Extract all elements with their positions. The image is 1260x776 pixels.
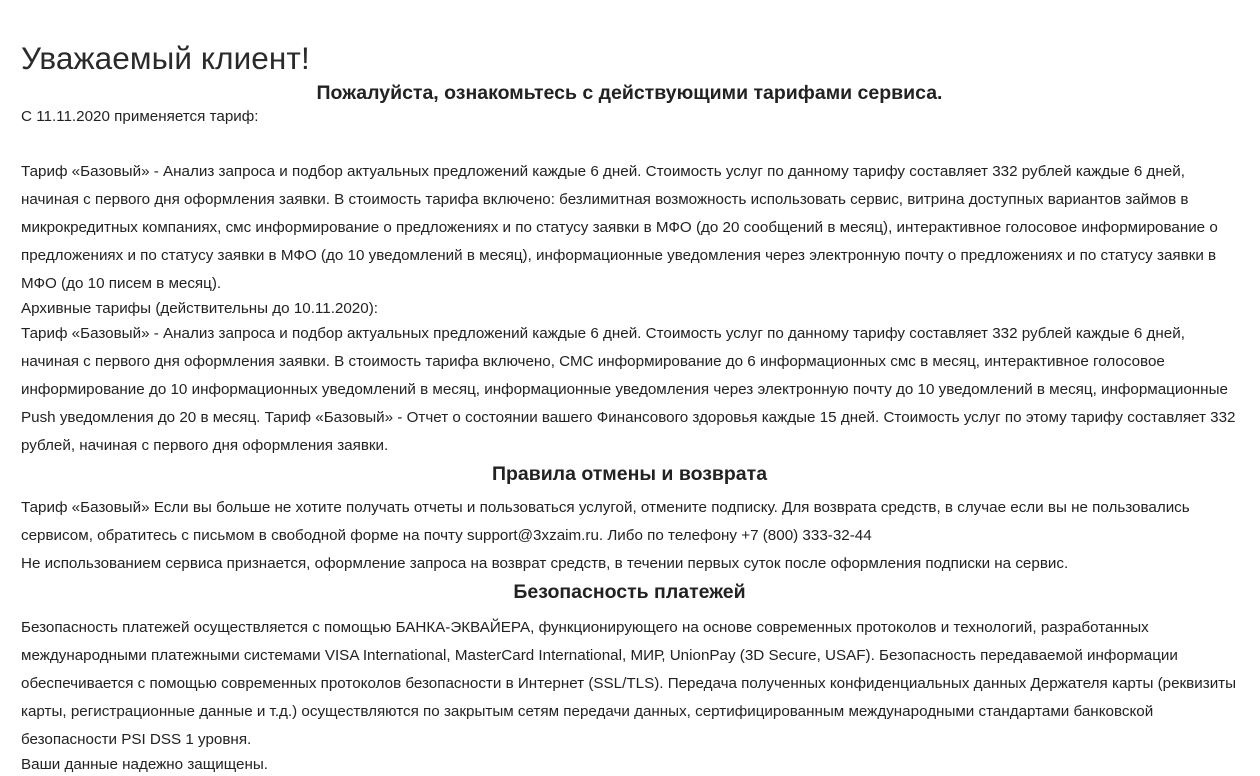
refund-heading: Правила отмены и возврата xyxy=(491,463,768,485)
spacer xyxy=(21,128,1238,158)
security-heading: Безопасность платежей xyxy=(513,581,746,603)
current-tariff-text: Тариф «Базовый» - Анализ запроса и подбор актуальных предложений каждые 6 дней. Стоимость услуг по данному тарифу составляет 332 рублей каждые 6 дней, начиная с первого дня оформления заявки. В стоимость тарифа включено: безлимитная возможность использовать сервис, витрина доступных вариантов займов в микрокредитных компаниях, смс информирование о предложениях и по статусу заявки в МФО (до 20 сообщений в месяц), интерактивное голосовое информирование о предложениях и по статусу заявки в МФО (до 10 уведомлений в месяц), информационные уведомления через электронную почту о предложениях и по статусу заявки в МФО (до 10 писем в месяц). xyxy=(21,163,1218,292)
archive-tariff-text: Тариф «Базовый» - Анализ запроса и подбор актуальных предложений каждые 6 дней. Стоимость услуг по данному тарифу составляет 332 рублей каждые 6 дней, начиная с первого дня оформления заявки. В стоимость тарифа включено, СМС информирование до 6 информационных смс в месяц, интерактивное голосовое информирование до 10 информационных уведомлений в месяц, информационные уведомления через электронную почту до 10 уведомлений в месяц, информационные Push уведомления до 20 в месяц. Тариф «Базовый» - Отчет о состоянии вашего Финансового здоровья каждые 15 дней. Стоимость услуг по этому тарифу составляет 332 рублей, начиная с первого дня оформления заявки. xyxy=(21,325,1236,454)
refund-text: Тариф «Базовый» Если вы больше не хотите получать отчеты и пользоваться услугой, отмените подписку. Для возврата средств, в случае если вы не пользовались сервисом, обратитесь с письмом в свободной форме на почту support@3xzaim.ru. Либо по телефону +7 (800) 333-32-44 xyxy=(21,499,1190,544)
archive-tariffs-label: Архивные тарифы (действительны до 10.11.2020): xyxy=(21,300,378,317)
security-text: Безопасность платежей осуществляется с помощью БАНКА-ЭКВАЙЕРА, функционирующего на основе современных протоколов и технологий, разработанных международными платежными системами VISA International, MasterCard International, МИР, UnionPay (3D Secure, USAF). Безопасность передаваемой информации обеспечивается с помощью современных протоколов безопасности в Интернет (SSL/TLS). Передача полученных конфиденциальных данных Держателя карты (реквизиты карты, регистрационные данные и т.д.) осуществляются по закрытым сетям передачи данных, сертифицированным международными стандартами банковской безопасности PSI DSS 1 уровня. xyxy=(21,619,1237,748)
tariff-since-line: С 11.11.2020 применяется тариф: xyxy=(21,108,259,125)
tariffs-heading: Пожалуйста, ознакомьтесь с действующими тарифами сервиса. xyxy=(316,82,943,104)
security-closing: Ваши данные надежно защищены. xyxy=(21,756,268,773)
page-title: Уважаемый клиент! xyxy=(21,40,310,76)
spacer xyxy=(21,606,1238,614)
refund-note: Не использованием сервиса признается, оформление запроса на возврат средств, в течении первых суток после оформления подписки на сервис. xyxy=(21,555,1069,572)
